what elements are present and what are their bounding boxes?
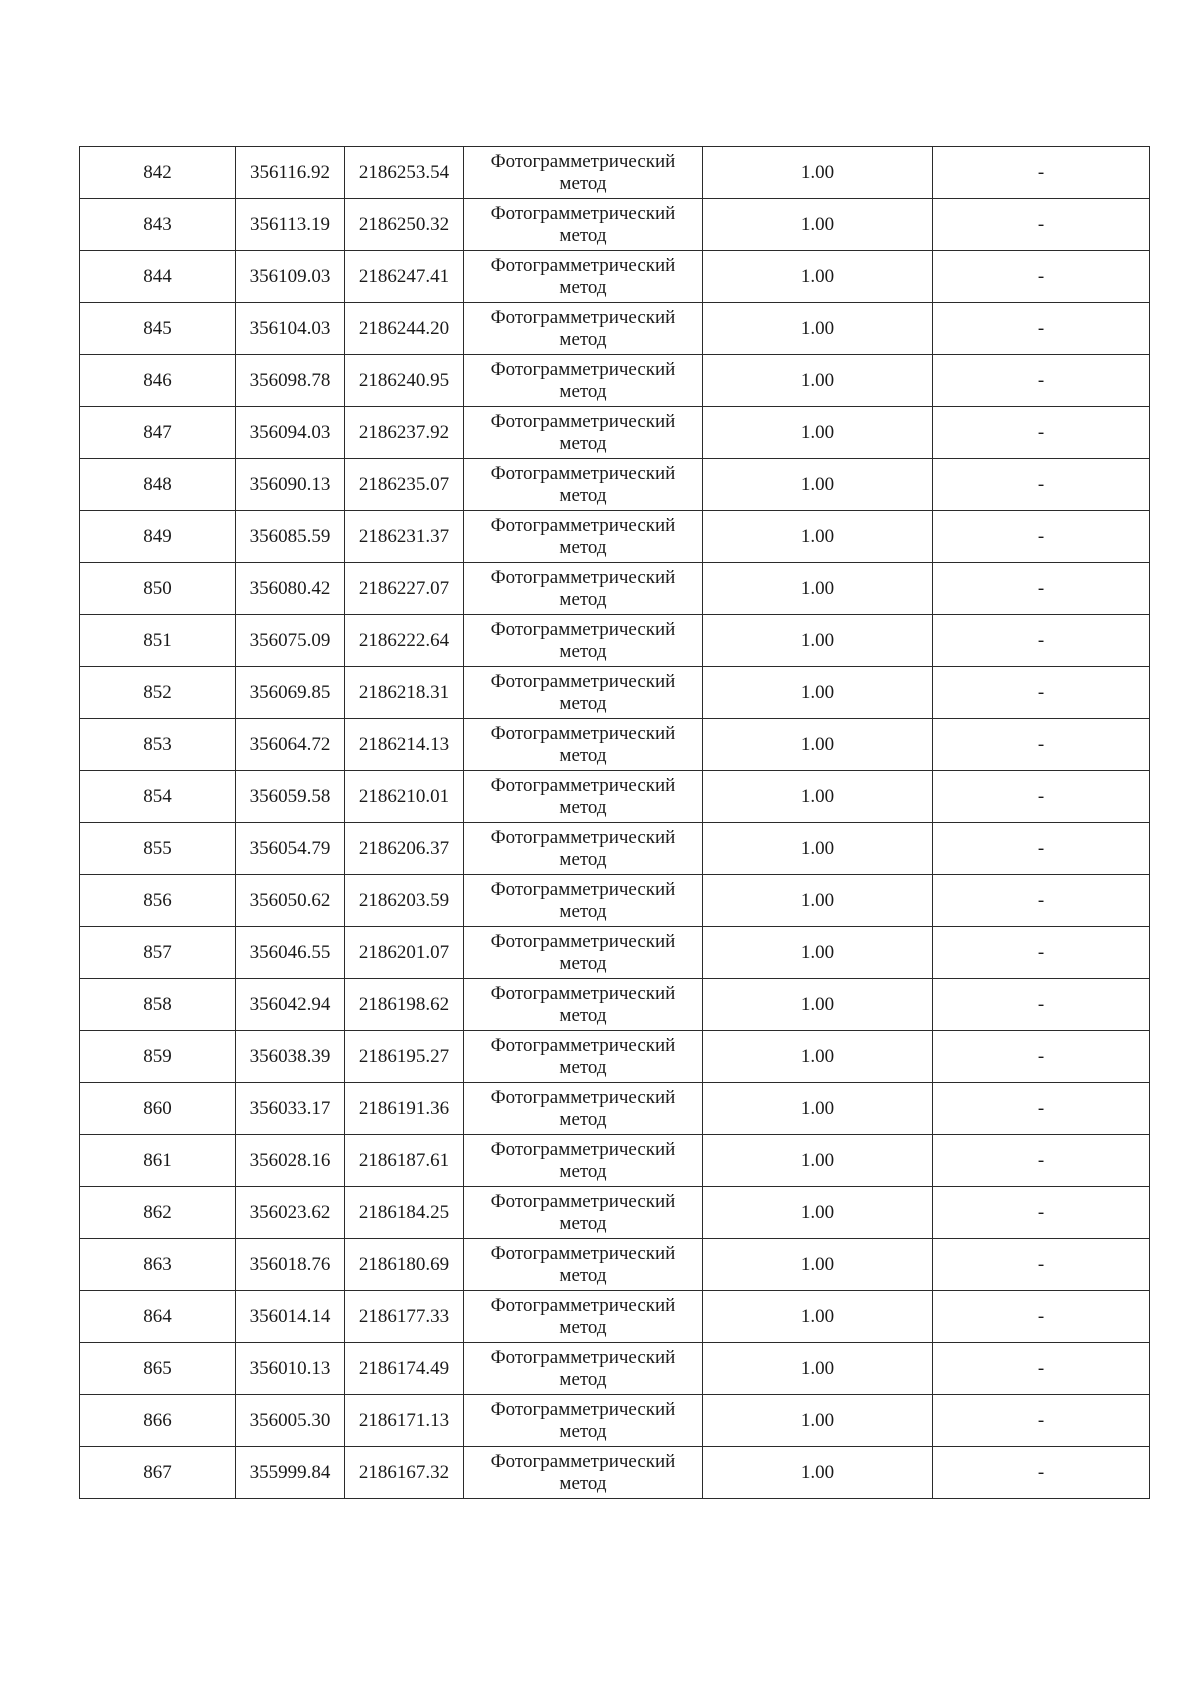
table-row xyxy=(80,927,1150,979)
method-line-2: метод xyxy=(559,224,607,246)
accuracy-cell: 1.00 xyxy=(703,355,933,407)
method-line-1: Фотограмметрический xyxy=(490,410,676,432)
method-line-2: метод xyxy=(559,692,607,714)
coordinate-y-cell: 2186231.37 xyxy=(345,511,464,563)
method-cell xyxy=(464,823,703,875)
method-line-1: Фотограмметрический xyxy=(490,982,676,1004)
coordinate-y-cell: 2186222.64 xyxy=(345,615,464,667)
table-row xyxy=(80,303,1150,355)
note-cell: - xyxy=(933,927,1150,979)
point-number-cell: 854 xyxy=(80,771,236,823)
note-cell: - xyxy=(933,407,1150,459)
coordinate-y-cell: 2186187.61 xyxy=(345,1135,464,1187)
method-cell xyxy=(464,979,703,1031)
note-cell: - xyxy=(933,147,1150,199)
method-line-1: Фотограмметрический xyxy=(490,566,676,588)
coordinates-table-body xyxy=(80,147,1150,1499)
coordinate-x-cell: 356042.94 xyxy=(236,979,345,1031)
coordinate-x-cell: 356090.13 xyxy=(236,459,345,511)
accuracy-cell: 1.00 xyxy=(703,563,933,615)
method-line-1: Фотограмметрический xyxy=(490,774,676,796)
method-line-2: метод xyxy=(559,1316,607,1338)
note-cell: - xyxy=(933,1447,1150,1499)
method-line-2: метод xyxy=(559,900,607,922)
accuracy-cell: 1.00 xyxy=(703,771,933,823)
method-line-1: Фотограмметрический xyxy=(490,1034,676,1056)
accuracy-cell: 1.00 xyxy=(703,927,933,979)
method-line-1: Фотограмметрический xyxy=(490,202,676,224)
coordinate-y-cell: 2186174.49 xyxy=(345,1343,464,1395)
method-cell xyxy=(464,407,703,459)
accuracy-cell: 1.00 xyxy=(703,1343,933,1395)
coordinate-x-cell: 356023.62 xyxy=(236,1187,345,1239)
method-line-1: Фотограмметрический xyxy=(490,1450,676,1472)
coordinate-y-cell: 2186171.13 xyxy=(345,1395,464,1447)
method-line-1: Фотограмметрический xyxy=(490,1086,676,1108)
method-cell xyxy=(464,251,703,303)
point-number-cell: 847 xyxy=(80,407,236,459)
method-line-2: метод xyxy=(559,1368,607,1390)
method-line-2: метод xyxy=(559,1160,607,1182)
method-cell xyxy=(464,615,703,667)
coordinate-y-cell: 2186214.13 xyxy=(345,719,464,771)
coordinate-y-cell: 2186180.69 xyxy=(345,1239,464,1291)
point-number-cell: 863 xyxy=(80,1239,236,1291)
method-line-2: метод xyxy=(559,1264,607,1286)
coordinate-x-cell: 356116.92 xyxy=(236,147,345,199)
coordinate-y-cell: 2186191.36 xyxy=(345,1083,464,1135)
accuracy-cell: 1.00 xyxy=(703,1083,933,1135)
accuracy-cell: 1.00 xyxy=(703,407,933,459)
method-cell xyxy=(464,875,703,927)
accuracy-cell: 1.00 xyxy=(703,147,933,199)
point-number-cell: 849 xyxy=(80,511,236,563)
note-cell: - xyxy=(933,1031,1150,1083)
coordinate-y-cell: 2186210.01 xyxy=(345,771,464,823)
coordinate-x-cell: 356094.03 xyxy=(236,407,345,459)
point-number-cell: 850 xyxy=(80,563,236,615)
method-line-1: Фотограмметрический xyxy=(490,254,676,276)
accuracy-cell: 1.00 xyxy=(703,251,933,303)
method-line-2: метод xyxy=(559,796,607,818)
table-row xyxy=(80,1187,1150,1239)
table-row xyxy=(80,459,1150,511)
accuracy-cell: 1.00 xyxy=(703,823,933,875)
coordinate-x-cell: 356028.16 xyxy=(236,1135,345,1187)
coordinate-x-cell: 356054.79 xyxy=(236,823,345,875)
point-number-cell: 855 xyxy=(80,823,236,875)
note-cell: - xyxy=(933,1239,1150,1291)
accuracy-cell: 1.00 xyxy=(703,875,933,927)
table-row xyxy=(80,1031,1150,1083)
table-row xyxy=(80,823,1150,875)
accuracy-cell: 1.00 xyxy=(703,1187,933,1239)
coordinate-y-cell: 2186227.07 xyxy=(345,563,464,615)
note-cell: - xyxy=(933,771,1150,823)
method-cell xyxy=(464,563,703,615)
table-row xyxy=(80,1291,1150,1343)
method-cell xyxy=(464,199,703,251)
point-number-cell: 851 xyxy=(80,615,236,667)
table-row xyxy=(80,719,1150,771)
method-line-1: Фотограмметрический xyxy=(490,1346,676,1368)
coordinate-x-cell: 355999.84 xyxy=(236,1447,345,1499)
coordinate-y-cell: 2186167.32 xyxy=(345,1447,464,1499)
point-number-cell: 867 xyxy=(80,1447,236,1499)
note-cell: - xyxy=(933,355,1150,407)
method-cell xyxy=(464,719,703,771)
method-cell xyxy=(464,147,703,199)
table-row xyxy=(80,147,1150,199)
coordinate-y-cell: 2186247.41 xyxy=(345,251,464,303)
point-number-cell: 843 xyxy=(80,199,236,251)
coordinate-y-cell: 2186253.54 xyxy=(345,147,464,199)
method-cell xyxy=(464,303,703,355)
method-line-1: Фотограмметрический xyxy=(490,358,676,380)
point-number-cell: 857 xyxy=(80,927,236,979)
point-number-cell: 859 xyxy=(80,1031,236,1083)
accuracy-cell: 1.00 xyxy=(703,979,933,1031)
table-row xyxy=(80,199,1150,251)
method-line-2: метод xyxy=(559,328,607,350)
point-number-cell: 856 xyxy=(80,875,236,927)
note-cell: - xyxy=(933,1187,1150,1239)
coordinate-x-cell: 356046.55 xyxy=(236,927,345,979)
table-row xyxy=(80,1447,1150,1499)
coordinate-x-cell: 356109.03 xyxy=(236,251,345,303)
method-cell xyxy=(464,927,703,979)
point-number-cell: 858 xyxy=(80,979,236,1031)
method-line-1: Фотограмметрический xyxy=(490,722,676,744)
point-number-cell: 845 xyxy=(80,303,236,355)
method-line-2: метод xyxy=(559,536,607,558)
accuracy-cell: 1.00 xyxy=(703,303,933,355)
coordinate-x-cell: 356080.42 xyxy=(236,563,345,615)
note-cell: - xyxy=(933,979,1150,1031)
coordinate-x-cell: 356050.62 xyxy=(236,875,345,927)
method-line-2: метод xyxy=(559,484,607,506)
method-cell xyxy=(464,1447,703,1499)
accuracy-cell: 1.00 xyxy=(703,1239,933,1291)
accuracy-cell: 1.00 xyxy=(703,1395,933,1447)
method-line-2: метод xyxy=(559,744,607,766)
method-line-2: метод xyxy=(559,276,607,298)
method-line-1: Фотограмметрический xyxy=(490,1398,676,1420)
table-row xyxy=(80,563,1150,615)
coordinate-y-cell: 2186237.92 xyxy=(345,407,464,459)
coordinate-x-cell: 356018.76 xyxy=(236,1239,345,1291)
point-number-cell: 853 xyxy=(80,719,236,771)
table-row xyxy=(80,355,1150,407)
method-line-2: метод xyxy=(559,432,607,454)
accuracy-cell: 1.00 xyxy=(703,1135,933,1187)
note-cell: - xyxy=(933,1291,1150,1343)
note-cell: - xyxy=(933,667,1150,719)
point-number-cell: 865 xyxy=(80,1343,236,1395)
table-row xyxy=(80,1239,1150,1291)
note-cell: - xyxy=(933,563,1150,615)
method-line-1: Фотограмметрический xyxy=(490,150,676,172)
coordinate-y-cell: 2186201.07 xyxy=(345,927,464,979)
coordinate-x-cell: 356038.39 xyxy=(236,1031,345,1083)
method-line-2: метод xyxy=(559,1212,607,1234)
method-cell xyxy=(464,1291,703,1343)
point-number-cell: 848 xyxy=(80,459,236,511)
method-line-2: метод xyxy=(559,588,607,610)
table-row xyxy=(80,511,1150,563)
accuracy-cell: 1.00 xyxy=(703,459,933,511)
coordinate-y-cell: 2186218.31 xyxy=(345,667,464,719)
method-cell xyxy=(464,1083,703,1135)
accuracy-cell: 1.00 xyxy=(703,667,933,719)
method-line-1: Фотограмметрический xyxy=(490,514,676,536)
coordinate-x-cell: 356014.14 xyxy=(236,1291,345,1343)
coordinate-y-cell: 2186184.25 xyxy=(345,1187,464,1239)
method-line-2: метод xyxy=(559,640,607,662)
method-cell xyxy=(464,667,703,719)
method-line-2: метод xyxy=(559,1056,607,1078)
method-line-2: метод xyxy=(559,952,607,974)
coordinate-x-cell: 356033.17 xyxy=(236,1083,345,1135)
method-cell xyxy=(464,1239,703,1291)
method-line-1: Фотограмметрический xyxy=(490,1190,676,1212)
table-row xyxy=(80,1083,1150,1135)
method-line-1: Фотограмметрический xyxy=(490,826,676,848)
note-cell: - xyxy=(933,875,1150,927)
coordinate-x-cell: 356098.78 xyxy=(236,355,345,407)
table-row xyxy=(80,407,1150,459)
table-row xyxy=(80,251,1150,303)
method-line-2: метод xyxy=(559,1420,607,1442)
method-line-1: Фотограмметрический xyxy=(490,930,676,952)
point-number-cell: 844 xyxy=(80,251,236,303)
method-cell xyxy=(464,771,703,823)
accuracy-cell: 1.00 xyxy=(703,1447,933,1499)
coordinate-y-cell: 2186250.32 xyxy=(345,199,464,251)
note-cell: - xyxy=(933,1343,1150,1395)
point-number-cell: 846 xyxy=(80,355,236,407)
method-cell xyxy=(464,511,703,563)
note-cell: - xyxy=(933,303,1150,355)
table-row xyxy=(80,1135,1150,1187)
accuracy-cell: 1.00 xyxy=(703,1291,933,1343)
note-cell: - xyxy=(933,199,1150,251)
table-row xyxy=(80,979,1150,1031)
coordinate-x-cell: 356069.85 xyxy=(236,667,345,719)
coordinate-y-cell: 2186240.95 xyxy=(345,355,464,407)
method-line-2: метод xyxy=(559,1108,607,1130)
point-number-cell: 852 xyxy=(80,667,236,719)
accuracy-cell: 1.00 xyxy=(703,511,933,563)
coordinate-x-cell: 356010.13 xyxy=(236,1343,345,1395)
method-line-1: Фотограмметрический xyxy=(490,462,676,484)
method-line-1: Фотограмметрический xyxy=(490,1138,676,1160)
point-number-cell: 861 xyxy=(80,1135,236,1187)
coordinate-x-cell: 356005.30 xyxy=(236,1395,345,1447)
table-row xyxy=(80,615,1150,667)
method-cell xyxy=(464,1031,703,1083)
note-cell: - xyxy=(933,1395,1150,1447)
note-cell: - xyxy=(933,459,1150,511)
accuracy-cell: 1.00 xyxy=(703,719,933,771)
coordinates-table xyxy=(79,146,1150,1499)
point-number-cell: 864 xyxy=(80,1291,236,1343)
method-cell xyxy=(464,459,703,511)
point-number-cell: 862 xyxy=(80,1187,236,1239)
table-row xyxy=(80,1395,1150,1447)
coordinate-x-cell: 356064.72 xyxy=(236,719,345,771)
method-line-2: метод xyxy=(559,1004,607,1026)
coordinate-x-cell: 356113.19 xyxy=(236,199,345,251)
method-cell xyxy=(464,355,703,407)
note-cell: - xyxy=(933,615,1150,667)
coordinate-y-cell: 2186177.33 xyxy=(345,1291,464,1343)
method-line-2: метод xyxy=(559,1472,607,1494)
note-cell: - xyxy=(933,251,1150,303)
accuracy-cell: 1.00 xyxy=(703,199,933,251)
method-cell xyxy=(464,1187,703,1239)
method-cell xyxy=(464,1343,703,1395)
method-line-1: Фотограмметрический xyxy=(490,618,676,640)
method-line-1: Фотограмметрический xyxy=(490,1294,676,1316)
coordinate-x-cell: 356104.03 xyxy=(236,303,345,355)
note-cell: - xyxy=(933,511,1150,563)
coordinate-y-cell: 2186198.62 xyxy=(345,979,464,1031)
method-line-1: Фотограмметрический xyxy=(490,1242,676,1264)
point-number-cell: 860 xyxy=(80,1083,236,1135)
coordinate-y-cell: 2186195.27 xyxy=(345,1031,464,1083)
table-row xyxy=(80,771,1150,823)
table-row xyxy=(80,667,1150,719)
coordinate-x-cell: 356075.09 xyxy=(236,615,345,667)
point-number-cell: 866 xyxy=(80,1395,236,1447)
note-cell: - xyxy=(933,719,1150,771)
accuracy-cell: 1.00 xyxy=(703,615,933,667)
method-line-1: Фотограмметрический xyxy=(490,878,676,900)
coordinate-y-cell: 2186203.59 xyxy=(345,875,464,927)
coordinate-y-cell: 2186206.37 xyxy=(345,823,464,875)
note-cell: - xyxy=(933,823,1150,875)
method-cell xyxy=(464,1395,703,1447)
method-cell xyxy=(464,1135,703,1187)
method-line-1: Фотограмметрический xyxy=(490,306,676,328)
coordinate-x-cell: 356059.58 xyxy=(236,771,345,823)
method-line-2: метод xyxy=(559,172,607,194)
accuracy-cell: 1.00 xyxy=(703,1031,933,1083)
method-line-2: метод xyxy=(559,380,607,402)
coordinate-x-cell: 356085.59 xyxy=(236,511,345,563)
method-line-2: метод xyxy=(559,848,607,870)
method-line-1: Фотограмметрический xyxy=(490,670,676,692)
note-cell: - xyxy=(933,1083,1150,1135)
table-row xyxy=(80,1343,1150,1395)
point-number-cell: 842 xyxy=(80,147,236,199)
coordinate-y-cell: 2186244.20 xyxy=(345,303,464,355)
table-row xyxy=(80,875,1150,927)
note-cell: - xyxy=(933,1135,1150,1187)
coordinate-y-cell: 2186235.07 xyxy=(345,459,464,511)
